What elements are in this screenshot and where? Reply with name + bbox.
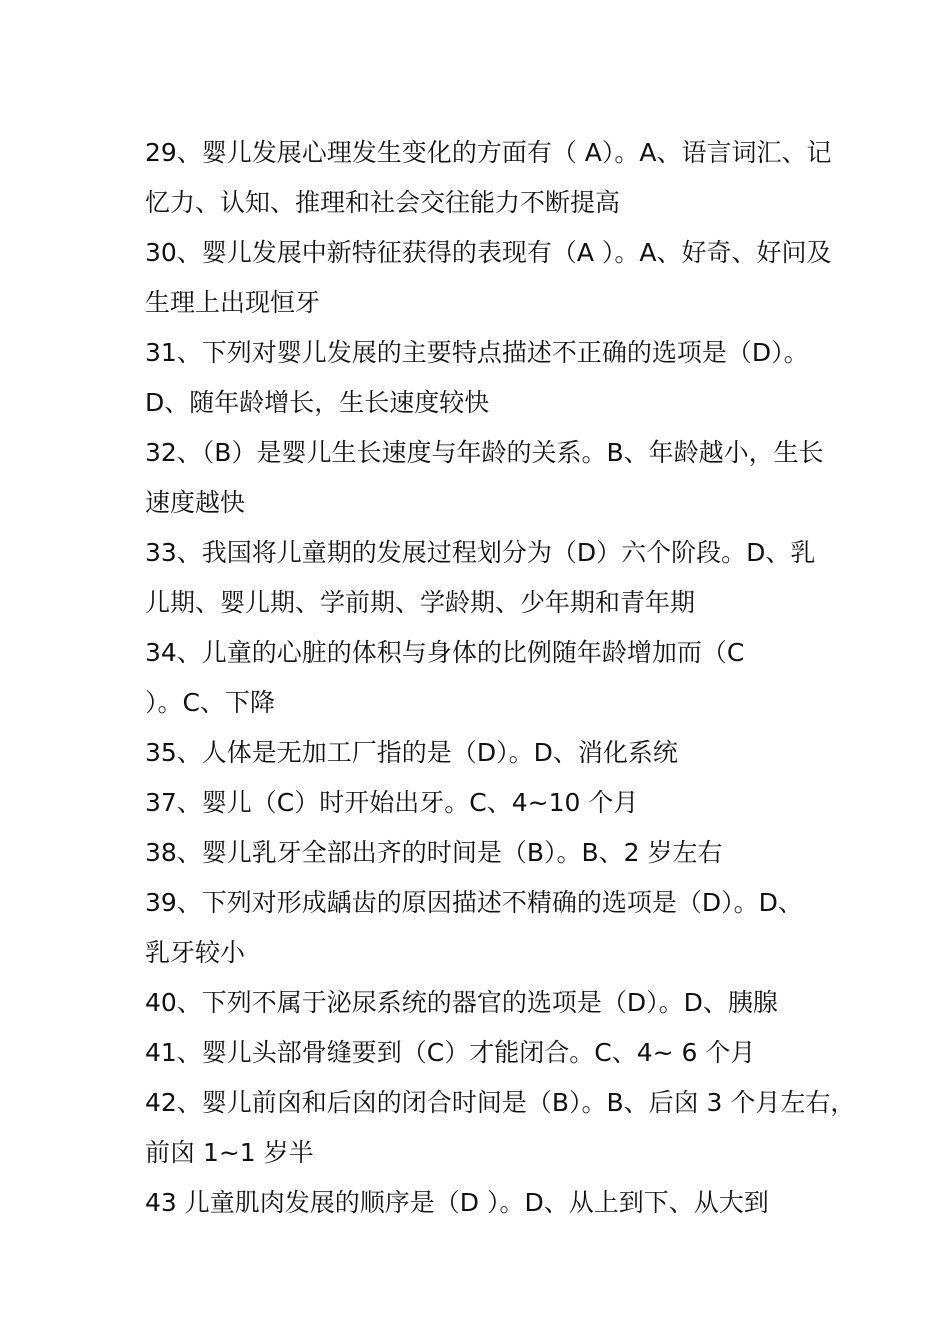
text-line: 乳牙较小: [145, 938, 246, 967]
text-line: 29、婴儿发展心理发生变化的方面有（ A）。A、语言词汇、记: [145, 138, 832, 167]
text-line: 33、我国将儿童期的发展过程划分为（D）六个阶段。D、乳: [145, 538, 816, 567]
text-line: 35、人体是无加工厂指的是（D）。D、消化系统: [145, 738, 678, 767]
text-line: 前囟 1~1 岁半: [145, 1138, 314, 1167]
text-line: D、随年龄增长，生长速度较快: [145, 388, 490, 417]
text-line: 38、婴儿乳牙全部出齐的时间是（B）。B、2 岁左右: [145, 838, 723, 867]
text-line: 43 儿童肌肉发展的顺序是（D ）。D、从上到下、从大到: [145, 1188, 769, 1217]
text-line: ）。C、下降: [145, 688, 275, 717]
text-line: 41、婴儿头部骨缝要到（C）才能闭合。C、4~ 6 个月: [145, 1038, 756, 1067]
text-line: 34、儿童的心脏的体积与身体的比例随年龄增加而（C: [145, 638, 745, 667]
text-line: 儿期、婴儿期、学前期、学龄期、少年期和青年期: [145, 588, 696, 617]
text-line: 39、下列对形成龋齿的原因描述不精确的选项是（D）。D、: [145, 888, 803, 917]
text-line: 32、（B）是婴儿生长速度与年龄的关系。B、年龄越小，生长: [145, 438, 824, 467]
text-line: 生理上出现恒牙: [145, 288, 321, 317]
text-line: 40、下列不属于泌尿系统的器官的选项是（D）。D、胰腺: [145, 988, 778, 1017]
text-line: 速度越快: [145, 488, 246, 517]
text-line: 30、婴儿发展中新特征获得的表现有（A ）。A、好奇、好问及: [145, 238, 832, 267]
text-line: 42、婴儿前囟和后囟的闭合时间是（B）。B、后囟 3 个月左右，: [145, 1088, 856, 1117]
question-list: [145, 128, 856, 1228]
text-line: 忆力、认知、推理和社会交往能力不断提高: [145, 188, 621, 217]
text-line: 31、下列对婴儿发展的主要特点描述不正确的选项是（D）。: [145, 338, 809, 367]
text-line: 37、婴儿（C）时开始出牙。C、4~10 个月: [145, 788, 639, 817]
